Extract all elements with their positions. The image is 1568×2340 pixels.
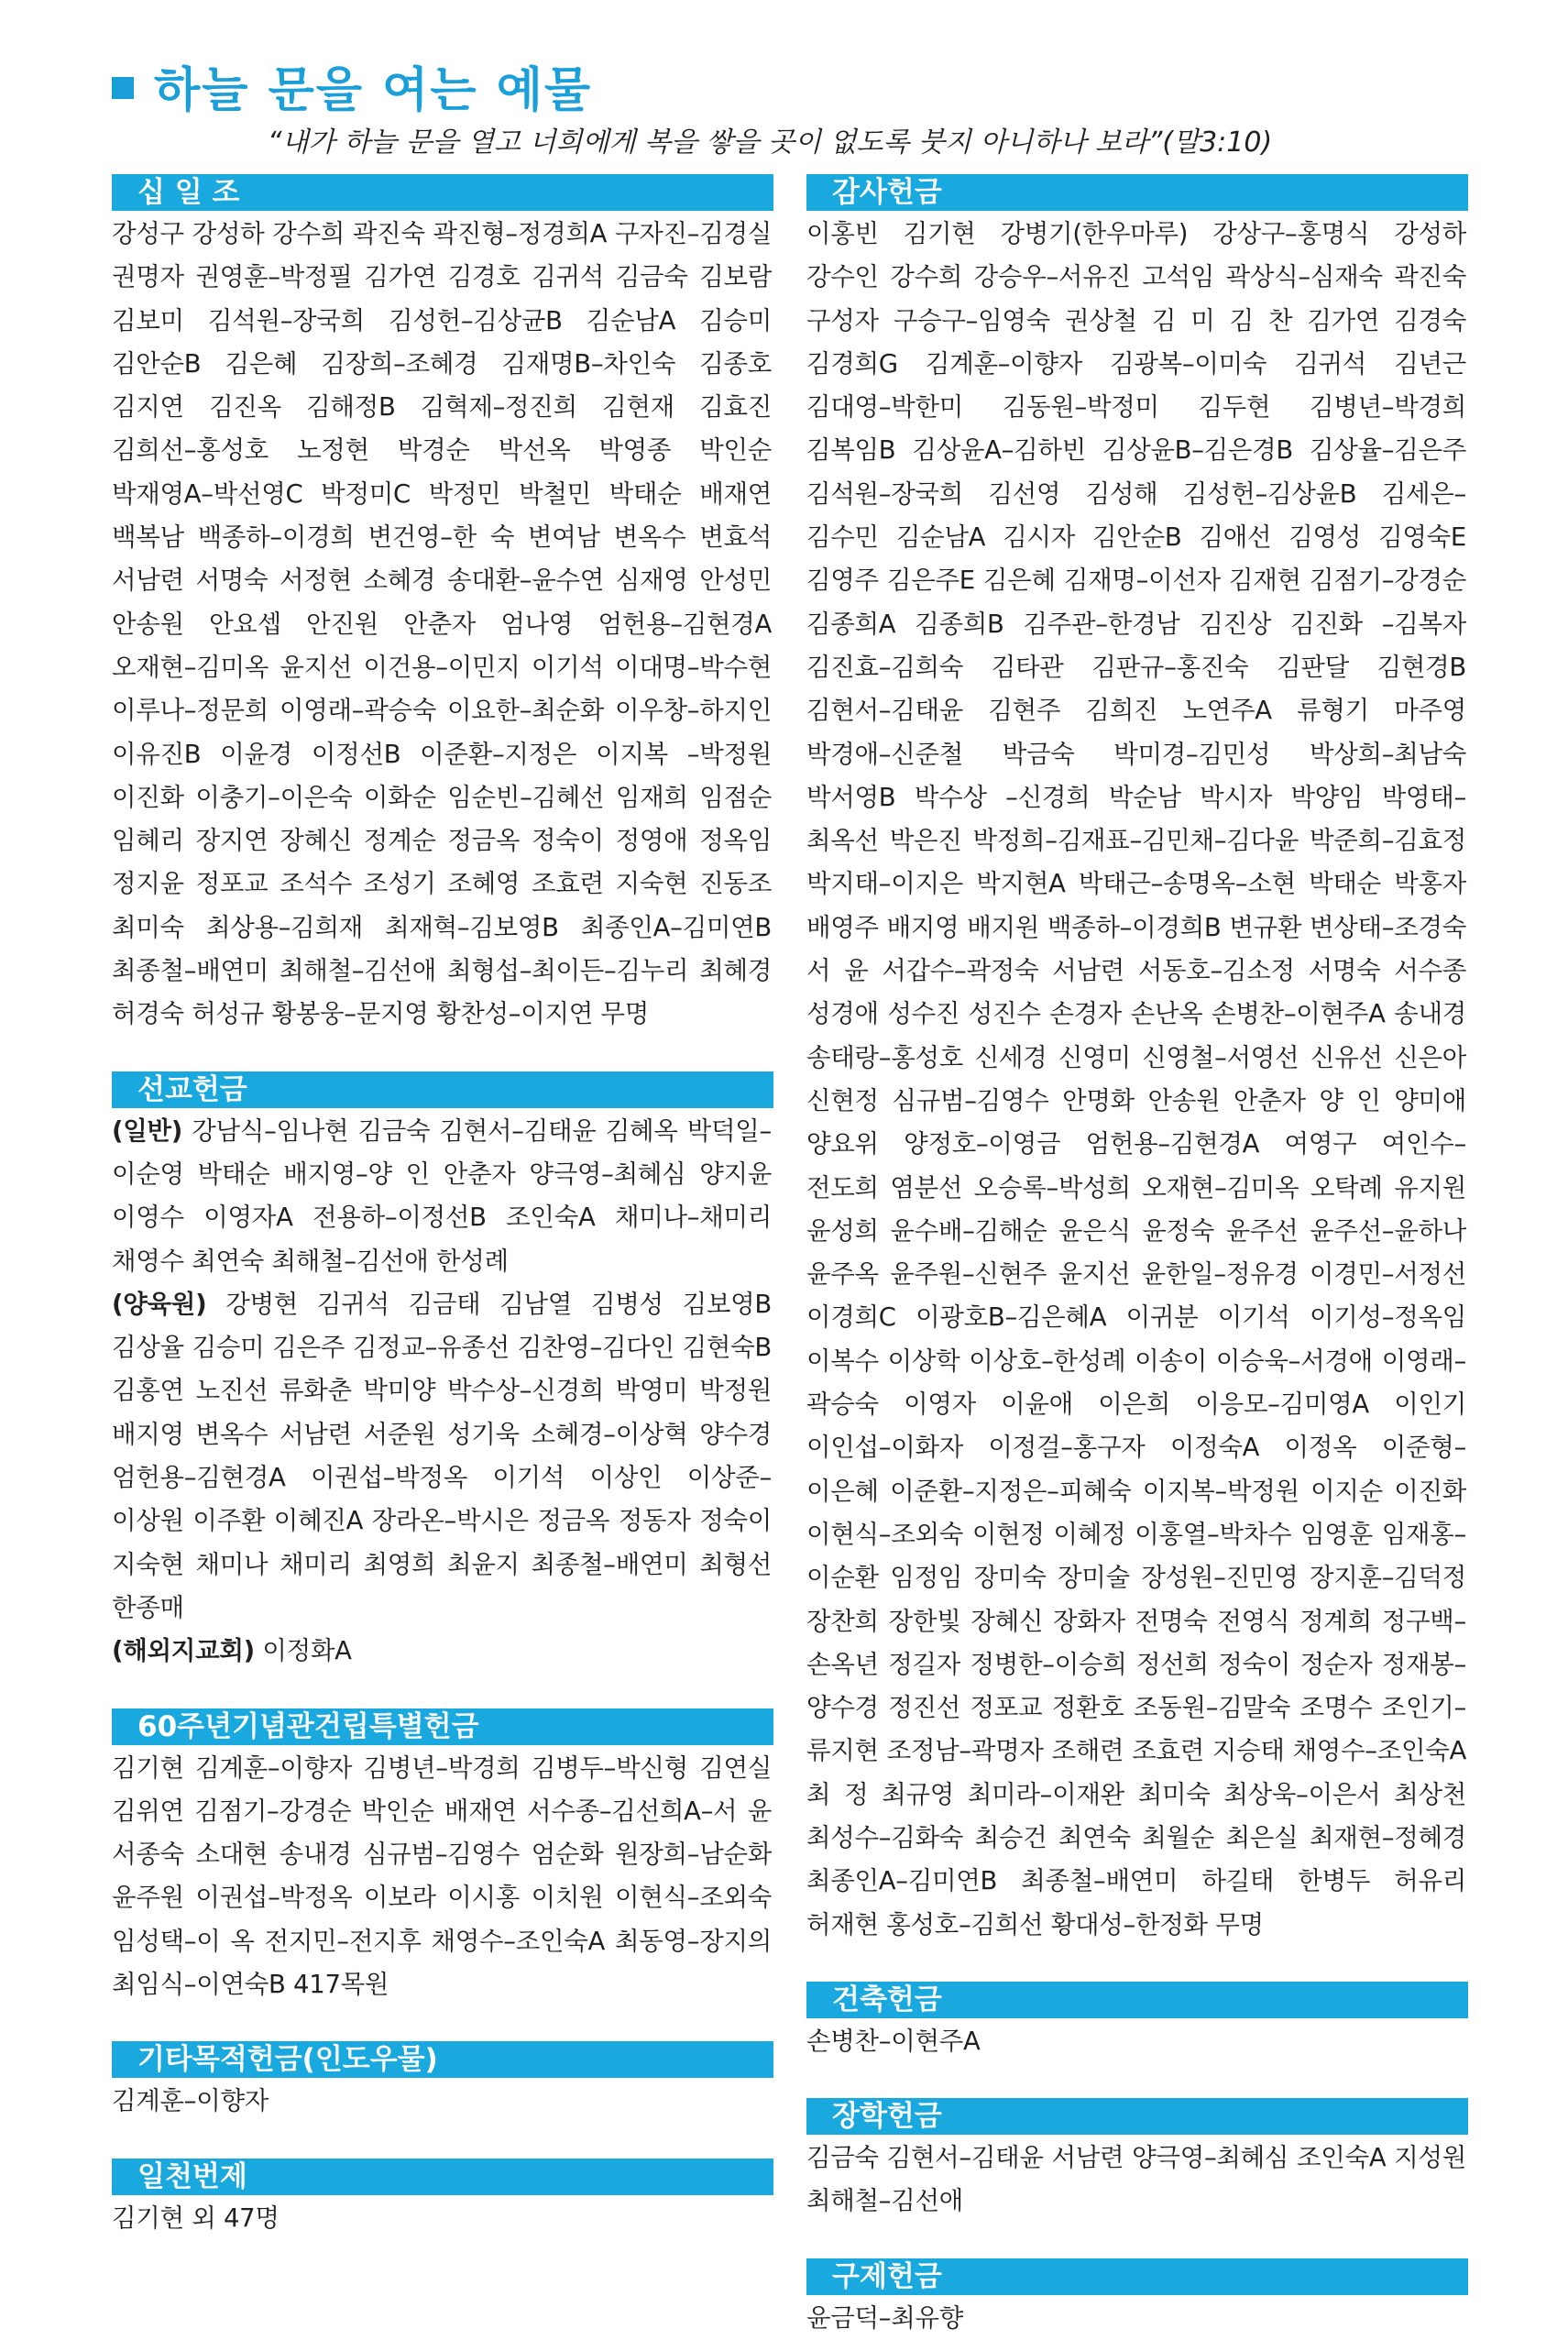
section-heading-thousand: 일천번제	[112, 2159, 773, 2195]
section-text-other: 김계훈–이향자	[112, 2086, 269, 2116]
section-text-anniversary: 김기현 김계훈–이향자 김병년–박경희 김병두–박신형 김연실 김위연 김점기–강경순 박인순 배재연 서수종–김선희A–서 윤 서종숙 소대현 송내경 심규범–김영수 엄순화 원장희–남순화 윤주원 이권섭–박정옥 이보라 이시홍 이치원 이현식–조외숙 임성택–이 옥 전지민–전지후 채영수–조인숙A 최동영–장지의 최임식–이연숙B 417목원	[112, 1752, 772, 1999]
section-heading-other: 기타목적헌금(인도우물)	[112, 2041, 773, 2078]
right-column	[806, 174, 1466, 2340]
mission-group-nurture	[112, 1283, 772, 1630]
section-relief	[806, 2258, 1466, 2340]
section-tithe	[112, 174, 772, 1037]
group-text: 강남식–임나현 김금숙 김현서–김태윤 김혜옥 박덕일–이순영 박태순 배지영–양 인 안춘자 양극영–최혜심 양지윤 이영수 이영자A 전용하–이정선B 조인숙A 채미나–채미리 채영수 최연숙 최해철–김선애 한성례	[112, 1115, 772, 1276]
group-text: 이정화A	[254, 1636, 352, 1666]
section-heading-anniversary: 60주년기념관건립특별헌금	[112, 1708, 773, 1745]
page-title: 하늘 문을 여는 예물	[154, 62, 593, 118]
section-building	[806, 1982, 1466, 2063]
section-heading-relief: 구제헌금	[806, 2258, 1468, 2295]
section-thanks	[806, 174, 1466, 1947]
group-tag: (해외지교회)	[112, 1636, 255, 1666]
page-header	[112, 53, 1468, 159]
left-column	[112, 174, 772, 2240]
section-heading-building: 건축헌금	[806, 1982, 1468, 2018]
group-tag: (일반)	[112, 1115, 183, 1146]
square-bullet-icon	[112, 77, 134, 99]
section-heading-thanks: 감사헌금	[806, 174, 1468, 211]
section-text-scholarship: 김금숙 김현서–김태윤 서남련 양극영–최혜심 조인숙A 지성원 최해철–김선애	[806, 2143, 1466, 2216]
section-text-thousand: 김기현 외 47명	[112, 2203, 280, 2233]
section-text-tithe: 강성구 강성하 강수희 곽진숙 곽진형–정경희A 구자진–김경실 권명자 권영훈–박정필 김가연 김경호 김귀석 김금숙 김보람 김보미 김석원–장국희 김성헌–김상균B 김순남A 김승미 김안순B 김은혜 김장희–조혜경 김재명B–차인숙 김종호 김지연 김진옥 김해정B 김혁제–정진희 김현재 김효진 김희선–홍성호 노정현 박경순 박선옥 박영종 박인순 박재영A–박선영C 박정미C 박정민 박철민 박태순 배재연 백복남 백종하–이경희 변건영–한 숙 변여남 변옥수 변효석 서남련 서명숙 서정현 소혜경 송대환–윤수연 심재영 안성민 안송원 안요셉 안진원 안춘자 엄나영 엄헌용–김현경A 오재현–김미옥 윤지선 이건용–이민지 이기석 이대명–박수현 이루나–정문희 이영래–곽승숙 이요한–최순화 이우창–하지인 이유진B 이윤경 이정선B 이준환–지정은 이지복 –박정원 이진화 이충기–이은숙 이화순 임순빈–김혜선 임재희 임점순 임혜리 장지연 장혜신 정계순 정금옥 정숙이 정영애 정옥임 정지윤 정포교 조석수 조성기 조혜영 조효련 지숙현 진동조 최미숙 최상용–김희재 최재혁–김보영B 최종인A–김미연B 최종철–배연미 최해철–김선애 최형섭–최이든–김누리 최혜경 허경숙 허성규 황봉웅–문지영 황찬성–이지연 무명	[112, 219, 772, 1029]
section-heading-scholarship: 장학헌금	[806, 2098, 1468, 2135]
section-anniversary	[112, 1708, 772, 2007]
section-text-relief: 윤금덕–최유향	[806, 2302, 964, 2333]
bible-verse: “내가 하늘 문을 열고 너희에게 복을 쌓을 곳이 없도록 붓지 아니하나 보라”(말3:10)	[268, 126, 1273, 159]
section-scholarship	[806, 2098, 1466, 2224]
section-heading-mission: 선교헌금	[112, 1071, 773, 1108]
section-mission	[112, 1071, 772, 1674]
mission-group-general	[112, 1110, 772, 1283]
section-text-thanks: 이홍빈 김기현 강병기(한우마루) 강상구–홍명식 강성하 강수인 강수희 강승우–서유진 고석임 곽상식–심재숙 곽진숙 구성자 구승구–임영숙 권상철 김 미 김 찬 김가연 김경숙 김경희G 김계훈–이향자 김광복–이미숙 김귀석 김년근 김대영–박한미 김동원–박정미 김두현 김병년–박경희 김복임B 김상윤A–김하빈 김상윤B–김은경B 김상율–김은주 김석원–장국희 김선영 김성해 김성헌–김상윤B 김세은–김수민 김순남A 김시자 김안순B 김애선 김영성 김영숙E 김영주 김은주E 김은혜 김재명–이선자 김재현 김점기–강경순 김종희A 김종희B 김주관–한경남 김진상 김진화 –김복자 김진효–김희숙 김타관 김판규–홍진숙 김판달 김현경B 김현서–김태윤 김현주 김희진 노연주A 류형기 마주영 박경애–신준철 박금숙 박미경–김민성 박상희–최남숙 박서영B 박수상 –신경희 박순남 박시자 박양임 박영태–최옥선 박은진 박정희–김재표–김민채–김다윤 박준희–김효정 박지태–이지은 박지현A 박태근–송명옥–소현 박태순 박홍자 배영주 배지영 배지원 백종하–이경희B 변규환 변상태–조경숙 서 윤 서갑수–곽정숙 서남련 서동호–김소정 서명숙 서수종 성경애 성수진 성진수 손경자 손난옥 손병찬–이현주A 송내경 송태랑–홍성호 신세경 신영미 신영철–서영선 신유선 신은아 신현정 심규범–김영수 안명화 안송원 안춘자 양 인 양미애 양요위 양정호–이영금 엄헌용–김현경A 여영구 여인수–전도희 염분선 오승록–박성희 오재현–김미옥 오탁례 유지원 윤성희 윤수배–김해순 윤은식 윤정숙 윤주선 윤주선–윤하나 윤주옥 윤주원–신현주 윤지선 윤한일–정유경 이경민–서정선 이경희C 이광호B–김은혜A 이귀분 이기석 이기성–정옥임 이복수 이상학 이상호–한성례 이송이 이승욱–서경애 이영래–곽승숙 이영자 이윤애 이은희 이응모–김미영A 이인기 이인섭–이화자 이정걸–홍구자 이정숙A 이정옥 이준형–이은혜 이준환–지정은–피혜숙 이지복–박정원 이지순 이진화 이현식–조외숙 이현정 이혜정 이홍열–박차수 임영훈 임재홍–이순환 임정임 장미숙 장미술 장성원–진민영 장지훈–김덕정 장찬희 장한빛 장혜신 장화자 전명숙 전영식 정계희 정구백–손옥년 정길자 정병한–이승희 정선희 정숙이 정순자 정재봉–양수경 정진선 정포교 정환호 조동원–김말숙 조명수 조인기–류지현 조정남–곽명자 조해련 조효련 지승태 채영수–조인숙A 최 정 최규영 최미라–이재완 최미숙 최상욱–이은서 최상천 최성수–김화숙 최승건 최연숙 최월순 최은실 최재현–정혜경 최종인A–김미연B 최종철–배연미 하길태 한병두 허유리 허재현 홍성호–김희선 황대성–한정화 무명	[806, 219, 1466, 1939]
mission-group-overseas	[112, 1630, 772, 1673]
group-text: 강병현 김귀석 김금태 김남열 김병성 김보영B 김상율 김승미 김은주 김정교–유종선 김찬영–김다인 김현숙B 김홍연 노진선 류화춘 박미양 박수상–신경희 박영미 박정원 배지영 변옥수 서남련 서준원 성기욱 소혜경–이상혁 양수경 엄헌용–김현경A 이권섭–박정옥 이기석 이상인 이상준–이상원 이주환 이혜진A 장라온–박시은 정금옥 정동자 정숙이 지숙현 채미나 채미리 최영희 최윤지 최종철–배연미 최형선 한종매	[112, 1289, 772, 1622]
section-text-mission	[112, 1108, 772, 1674]
group-tag: (양육원)	[112, 1289, 207, 1319]
section-text-building: 손병찬–이현주A	[806, 2026, 981, 2056]
title-row	[112, 53, 1468, 117]
section-thousand	[112, 2159, 772, 2240]
section-heading-tithe: 십 일 조	[112, 174, 773, 211]
section-other	[112, 2041, 772, 2123]
